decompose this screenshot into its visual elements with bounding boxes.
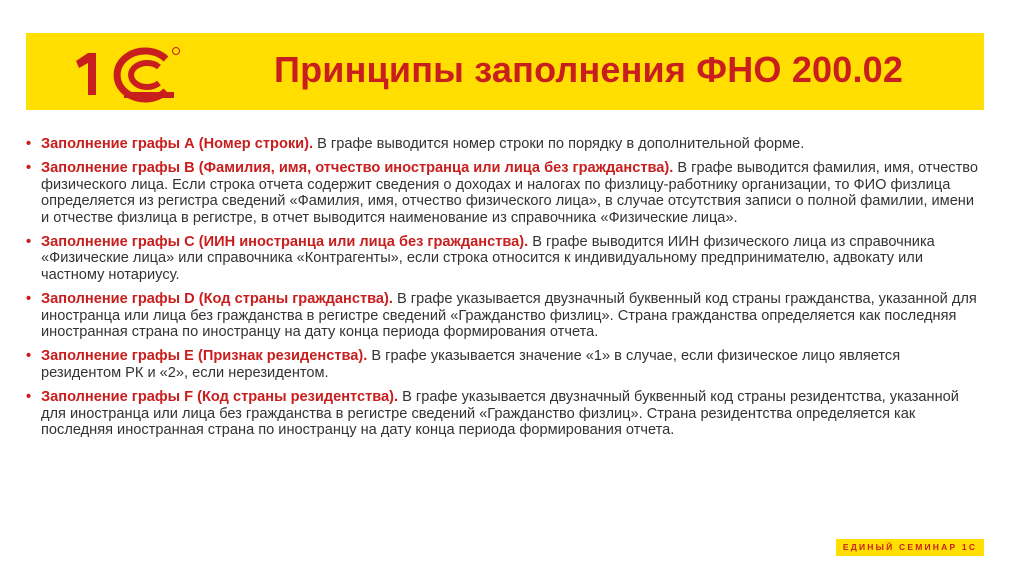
bullet-list [26, 136, 981, 447]
item-text: В графе указывается двузначный буквенный код страны гражданства, указанной для иностранца или лица без гражданства в регистре сведений «Гражданство физлиц». Страна гражданства определяется как последняя иностранная страна по иностранцу на дату конца периода формирования отчета. [41, 291, 977, 341]
item-lead: Заполнение графы А (Номер строки). [41, 136, 314, 152]
item-lead: Заполнение графы В (Фамилия, имя, отчество иностранца или лица без гражданства). [41, 160, 674, 177]
item-lead: Заполнение графы С (ИИН иностранца или лица без гражданства). [41, 234, 529, 251]
footer-label: ЕДИНЫЙ СЕМИНАР 1С [842, 542, 978, 552]
item-lead: Заполнение графы D (Код страны гражданства). [41, 291, 393, 308]
item-text: В графе выводится фамилия, имя, отчество физического лица. Если строка отчета содержит сведения о доходах и налогах по физлицу-работнику организации, то ФИО физлица определяется из регистра сведений «Фамилия, имя, отчество физического лица», в случае отсутствия записи о полной фамилии, имени и отчестве физлица в регистре, в отчет выводится наименование из справочника «Физические лица». [41, 160, 978, 226]
item-text: В графе выводится номер строки по порядку в дополнительной форме. [313, 136, 805, 152]
list-item [26, 160, 981, 226]
slide-title: Принципы заполнения ФНО 200.02 [274, 49, 904, 90]
footer-badge [836, 539, 984, 556]
1c-logo [66, 45, 181, 105]
bullet-icon: • [26, 348, 32, 365]
item-text: В графе указывается значение «1» в случае, если физическое лицо является резидентом РК и «2», если нерезидентом. [41, 348, 901, 381]
bullet-icon: • [26, 160, 32, 177]
list-item [26, 348, 981, 381]
bullet-icon: • [26, 234, 32, 251]
list-item [26, 136, 981, 152]
header-band [26, 33, 984, 110]
list-item [26, 291, 981, 340]
item-text: В графе указывается двузначный буквенный код страны резидентства, указанной для иностранца или лица без гражданства в регистре сведений «Гражданство физлиц». Страна резидентства определяется как последняя иностранная страна по иностранцу на дату конца периода формирования отчета. [41, 389, 959, 439]
list-item [26, 234, 981, 283]
item-text: В графе выводится ИИН физического лица из справочника «Физические лица» или справочника «Контрагенты», если строка относится к индивидуальному предпринимателю, адвокату или частному нотариусу. [41, 234, 935, 283]
list-item [26, 389, 981, 438]
item-lead: Заполнение графы F (Код страны резидентства). [41, 389, 399, 406]
bullet-icon: • [26, 136, 32, 152]
item-lead: Заполнение графы Е (Признак резиденства). [41, 348, 368, 365]
bullet-icon: • [26, 291, 32, 308]
bullet-icon: • [26, 389, 32, 406]
